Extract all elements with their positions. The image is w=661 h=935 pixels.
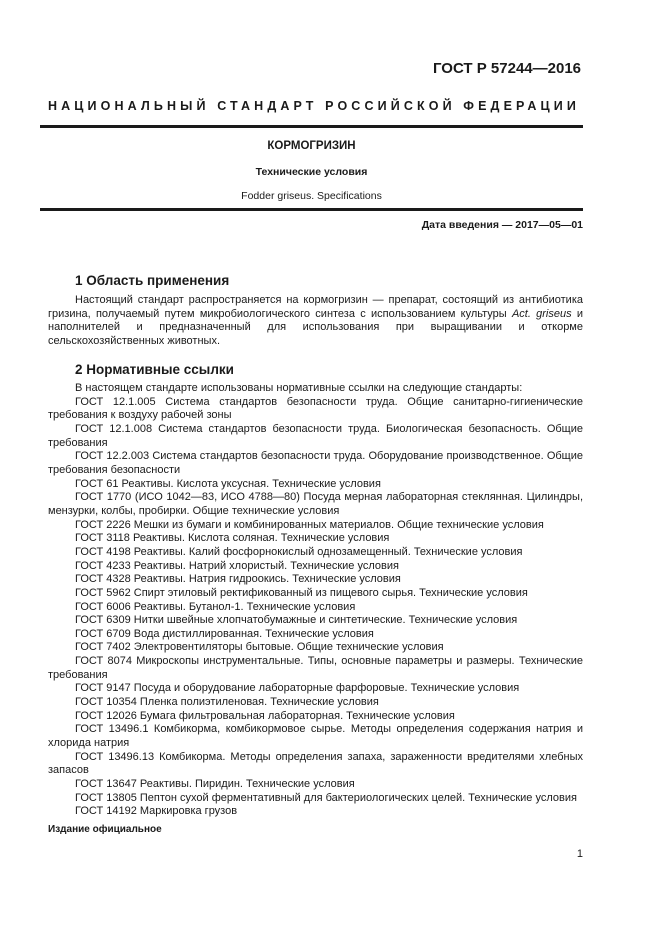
reference-item: ГОСТ 3118 Реактивы. Кислота соляная. Технические условия bbox=[75, 532, 390, 545]
bottom-rule bbox=[40, 208, 583, 211]
reference-item: ГОСТ 6709 Вода дистиллированная. Технические условия bbox=[75, 627, 374, 640]
reference-item: ГОСТ 13647 Реактивы. Пиридин. Технические условия bbox=[75, 778, 355, 791]
reference-item: ГОСТ 13496.13 Комбикорма. Методы определения запаха, зараженности вредителями хлебных запасов bbox=[48, 750, 583, 777]
official-edition-label: Издание официальное bbox=[48, 824, 162, 835]
page-number: 1 bbox=[576, 848, 583, 860]
reference-item: ГОСТ 12.2.003 Система стандартов безопасности труда. Оборудование производственное. Общие требования безопасности bbox=[48, 450, 583, 476]
reference-item: ГОСТ 4233 Реактивы. Натрий хлористый. Технические условия bbox=[75, 559, 399, 572]
document-code: ГОСТ Р 57244—2016 bbox=[432, 60, 581, 77]
reference-item: ГОСТ 10354 Пленка полиэтиленовая. Технические условия bbox=[75, 696, 379, 709]
references-intro: В настоящем стандарте использованы нормативные ссылки на следующие стандарты: bbox=[75, 382, 523, 394]
reference-item: ГОСТ 5962 Спирт этиловый ректификованный из пищевого сырья. Технические условия bbox=[75, 586, 528, 599]
standard-subtitle: Технические условия bbox=[255, 166, 368, 178]
top-rule bbox=[40, 125, 583, 128]
reference-item: ГОСТ 12.1.005 Система стандартов безопасности труда. Общие санитарно-гигиенические требования к воздуху рабочей зоны bbox=[48, 395, 583, 422]
section1-text-part1: Настоящий стандарт распространяется на кормогризин — препарат, состоящий из антибиотика гризина, получаемый путем микробиологического синтеза с использованием культуры bbox=[48, 294, 583, 320]
reference-item: ГОСТ 13805 Пептон сухой ферментативный для бактериологических целей. Технические условия bbox=[75, 791, 577, 804]
reference-item: ГОСТ 6006 Реактивы. Бутанол-1. Технические условия bbox=[75, 600, 356, 613]
reference-item: ГОСТ 8074 Микроскопы инструментальные. Типы, основные параметры и размеры. Технические требования bbox=[48, 655, 583, 681]
section2-heading: 2 Нормативные ссылки bbox=[75, 362, 234, 377]
normative-references bbox=[48, 382, 583, 819]
reference-item: ГОСТ 7402 Электровентиляторы бытовые. Общие технические условия bbox=[75, 641, 444, 654]
national-standard-title: НАЦИОНАЛЬНЫЙ СТАНДАРТ РОССИЙСКОЙ ФЕДЕРАЦИИ bbox=[48, 99, 581, 113]
reference-item: ГОСТ 1770 (ИСО 1042—83, ИСО 4788—80) Посуда мерная лабораторная стеклянная. Цилиндры, мензурки, колбы, пробирки. Общие технические условия bbox=[48, 491, 583, 517]
reference-item: ГОСТ 6309 Нитки швейные хлопчатобумажные и синтетические. Технические условия bbox=[75, 614, 518, 627]
reference-item: ГОСТ 61 Реактивы. Кислота уксусная. Технические условия bbox=[75, 477, 381, 490]
standard-title: КОРМОГРИЗИН bbox=[267, 140, 356, 152]
section1-text bbox=[48, 294, 583, 348]
reference-item: ГОСТ 4328 Реактивы. Натрия гидроокись. Технические условия bbox=[75, 573, 401, 586]
english-title: Fodder griseus. Specifications bbox=[241, 190, 382, 202]
reference-item: ГОСТ 4198 Реактивы. Калий фосфорнокислый однозамещенный. Технические условия bbox=[75, 545, 523, 558]
introduction-date: Дата введения — 2017—05—01 bbox=[421, 219, 583, 231]
reference-item: ГОСТ 12.1.008 Система стандартов безопасности труда. Биологическая безопасность. Общие требования bbox=[48, 422, 583, 449]
culture-name: Act. griseus bbox=[511, 307, 572, 320]
reference-item: ГОСТ 12026 Бумага фильтровальная лабораторная. Технические условия bbox=[75, 709, 455, 722]
reference-item: ГОСТ 14192 Маркировка грузов bbox=[75, 805, 238, 818]
reference-item: ГОСТ 2226 Мешки из бумаги и комбинированных материалов. Общие технические условия bbox=[75, 518, 544, 531]
section1-text-part2: и наполнителей и предназначенный для использования при выращивании и откорме сельскохозяйственных животных. bbox=[48, 307, 584, 347]
reference-item: ГОСТ 13496.1 Комбикорма, комбикормовое сырье. Методы определения содержания натрия и хлорида натрия bbox=[48, 723, 583, 750]
section1-heading: 1 Область применения bbox=[75, 273, 230, 288]
reference-item: ГОСТ 9147 Посуда и оборудование лабораторные фарфоровые. Технические условия bbox=[75, 682, 520, 695]
